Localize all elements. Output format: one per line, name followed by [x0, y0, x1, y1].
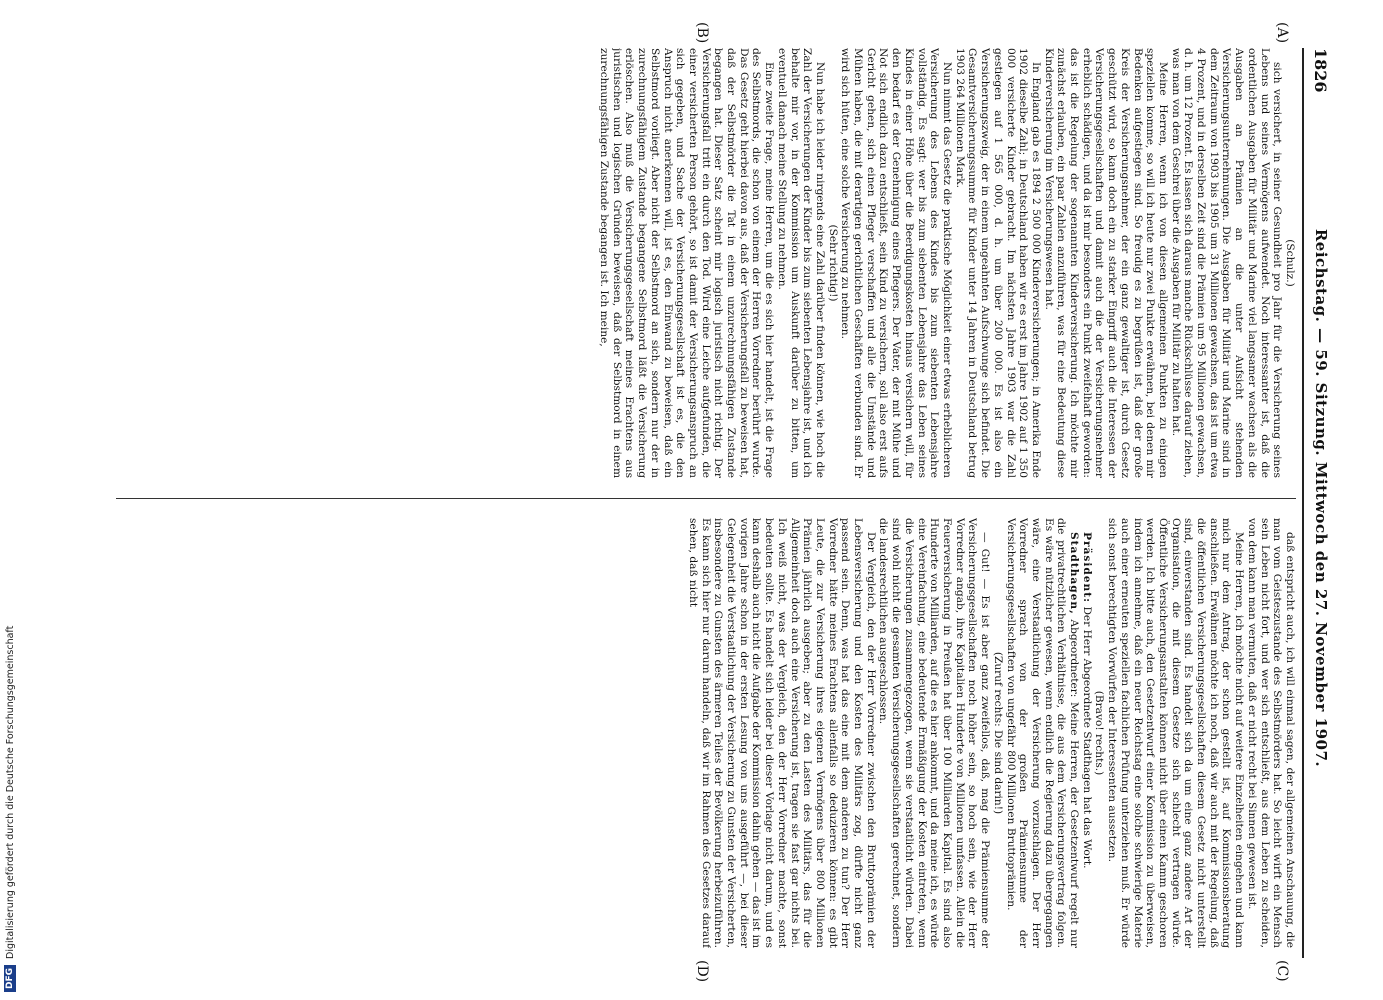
- paragraph: [1093, 518, 1106, 948]
- paragraph-text: (Bravo! rechts.): [1093, 690, 1106, 776]
- paragraph-text: Nun habe ich leider nirgends eine Zahl darüber finden können, wie hoch die Zahl der Versicherungen der Kinder bis zum siebenten Lebensjahre ist, und ich behalte mir vor, in der Kommission um Auskunft darüber zu bitten, um eventuell danach meine Stellung zu nehmen.: [775, 48, 826, 478]
- running-title: Reichstag. — 59. Sitzung. Mittwoch den 27. November 1907.: [1312, 228, 1330, 768]
- paragraph: [826, 48, 839, 478]
- paragraph-text: In England gab es 1894 2 500 000 Kinderversicherungen; in Amerika Ende 1902 dieselbe Zahl; in Deutschland haben wir es erst im Jahre 1902 auf 1 350 000 versicherte Kinder gebracht. Im nächsten Jahre 1903 war die Zahl gestiegen auf 1 565 000, d. h. um über 200 000. Es ist also ein Versicherungszweig, der in einem ungeahnten Aufschwunge sich befindet. Die Gesamtversicherungssumme für Kinder unter 14 Jahren in Deutschland betrug 1903 264 Millionen Mark.: [953, 48, 1042, 478]
- paragraph: [775, 48, 826, 478]
- page-number: 1826: [1311, 48, 1330, 93]
- column-divider: [116, 498, 1296, 499]
- paragraph: [991, 518, 1004, 948]
- dfg-logo: DFG: [4, 965, 16, 992]
- margin-letter-b: (B): [694, 22, 710, 44]
- margin-letter-d: (D): [694, 960, 710, 983]
- paragraph: [877, 518, 991, 948]
- speaker-name: Stadthagen,: [1068, 532, 1081, 615]
- paragraph-text: Meine Herren, wenn ich von diesen allgemeinen Punkten zu einigen speziellen komme, so will ich heute nur zwei Punkte erwähnen, bei denen mir Bedenken aufgestiegen sind. So freudig es zu begrüßen ist, daß der große Kreis der Versicherungsnehmer, der ein ganz gewaltiger ist, durch Gesetz geschützt wird, so kann doch ein zu starker Eingriff auch die Interessen der Versicherungsgesellschaften und damit auch die der Versicherungsnehmer erheblich schädigen, und da ist mir besonders ein Punkt zweifelhaft geworden: das ist die Regelung der sogenannten Kinderversicherung. Ich möchte mir zunächst erlauben, ein paar Zahlen anzuführen, was für eine Bedeutung diese Kinderversicherung im Versicherungswesen hat.: [1042, 48, 1169, 478]
- paragraph: [1105, 518, 1245, 948]
- paragraph-text: (Sehr richtig!): [826, 224, 839, 302]
- header-rule: [1302, 48, 1304, 958]
- paragraph: [597, 48, 775, 478]
- speaker-name: Präsident:: [1080, 532, 1093, 604]
- margin-letter-c: (C): [1274, 960, 1290, 982]
- paragraph: [1042, 48, 1169, 478]
- paragraph-text: sich versichert, in seiner Gesundheit pro Jahr für die Versicherung seines Lebens und seines Vermögens aufwendet. Noch interessanter ist, daß die ordentlichen Ausgaben für Militär und Marine viel langsamer wachsen als die Ausgaben an Prämien an die unter Aufsicht stehenden Versicherungsunternehmungen. Die Ausgaben für Militär und Marine sind in dem Zeitraum von 1903 bis 1905 um 31 Millionen gewachsen, das ist um etwa 4 Prozent, und in derselben Zeit sind die Prämien um 95 Millionen gewachsen, d. h. um 12 Prozent. Es lassen sich daraus manche Rückschlüsse darauf ziehen, was man von dem Geschrei über die Ausgaben für Militär zu halten hat.: [1169, 48, 1284, 478]
- paragraph: [1004, 518, 1080, 948]
- credit-text: Digitalisierung gefördert durch die Deutsche Forschungsgemeinschaft: [4, 625, 16, 959]
- paragraph: [1283, 48, 1296, 478]
- paragraph-text: (Zuruf rechts: Die sind darin!): [991, 651, 1004, 815]
- paragraph-text: Der Vergleich, den der Herr Vorredner zwischen den Bruttoprämien der Lebensversicherung und den Kosten des Militärs zog, dürfte nicht ganz passend sein. Denn, was hat das eine mit dem anderen zu tun? Der Herr Vorredner hätte meines Erachtens allenfalls so deduzieren können: es gibt Leute, die zur Versicherung ihres eigenen Vermögens über 800 Millionen Prämien jährlich ausgeben; aber zu den Lasten des Militärs, das für die Allgemeinheit doch auch eine Versicherung ist, tragen sie fast gar nichts bei. Ich weiß nicht, was der Vergleich, den der Herr Vorredner machte, sonst bedeuten sollte. Es handelt sich leider bei dieser Vorlage nicht darum, und es kann deshalb auch nicht die Aufgabe der Kommission dahin gehen — das ist im vorigen Jahre schon in der ersten Lesung von uns ausgeführt —, bei dieser Gelegenheit die Verstaatlichung der Versicherung zu Gunsten der Versicherten, insbesondere zu Gunsten des ärmeren Teiles der Bevölkerung herbeizuführen. Es kann sich hier nur darum handeln, daß wir im Rahmen des Gesetzes darauf sehen, daß nicht: [686, 518, 877, 948]
- paragraph-text: Meine Herren, ich möchte nicht auf weitere Einzelheiten eingehen und kann mich nur dem Antrag, der schon gestellt ist, auf Kommissionsberatung anschließen. Erwähnen möchte ich noch, daß wir auch mit der Regelung, daß die öffentlichen Versicherungsgesellschaften diesem Gesetz nicht unterstellt sind, einverstanden sind. Es handelt sich da um eine ganz andere Art der Organisation, die mit diesem Gesetze sich schlecht vertragen würde. Öffentliche Versicherungsanstalten können nicht über einen Kamm geschoren werden. Ich bitte auch, den Gesetzentwurf einer Kommission zu überweisen, indem ich annehme, daß ein neuer Reichstag eine solche schwierige Materie auch einer erneuten speziellen fachlichen Prüfung unterziehen muß. Er würde sich sonst berechtigten Vorwürfen der Interessenten aussetzen.: [1106, 518, 1246, 948]
- margin-letter-a: (A): [1274, 22, 1290, 44]
- paragraph-text: Eine zweite Frage, meine Herren, um die es sich hier handelt, ist die Frage des Selbstmords, die schon von einem der Herren Vorredner berührt wurde. Das Gesetz geht hierbei davon aus, daß der Versicherungsfall zu beweisen hat, daß der Selbstmörder die Tat in einem unzurechnungsfähigen Zustande begangen hat. Dieser Satz scheint mir logisch juristisch nicht richtig. Der Versicherungsfall tritt ein durch den Tod. Wird eine Leiche aufgefunden, die einer versicherten Person gehört, so ist damit der Versicherungsanspruch an sich gegeben, und Sache der Versicherungsgesellschaft ist es, die den Anspruch nicht anerkennen will, ist es, den Einwand zu beweisen, daß ein Selbstmord vorliegt. Aber nicht der Selbstmord an sich, sondern nur der in zurechnungsfähigem Zustande begangene Selbstmord läßt die Versicherung erlöschen. Also muß die Versicherungsgesellschaft meines Erachtens aus juristischen und logischen Gründen beweisen, daß der Selbstmord in einem zurechnungsfähigen Zustande begangen ist. Ich meine,: [598, 48, 776, 478]
- paragraph: [953, 48, 1042, 478]
- paragraph: [686, 518, 877, 948]
- left-column: [106, 48, 1296, 478]
- paragraph-text: daß entspricht auch, ich will einmal sagen, der allgemeinen Anschauung, die man vom Geisteszustande des Selbstmörders hat. So leicht wirft ein Mensch sein Leben nicht fort, und wer sich entschließt, aus dem Leben zu scheiden, von dem kann man vermuten, daß er nicht recht bei Sinnen gewesen ist.: [1245, 518, 1296, 948]
- paragraph-text: Abgeordneter: Meine Herren, der Gesetzentwurf regelt nur die privatrechtlichen Verhältnisse, die aus dem Versicherungsvertrag folgen. Es wäre nützlicher gewesen, wenn endlich die Regierung dazu übergegangen wäre, eine Verstaatlichung der Versicherung vorzuschlagen. Der Herr Vorredner sprach von der großen Prämiensumme der Versicherungsgesellschaften von ungefähr 800 Millionen Bruttoprämien.: [1004, 518, 1081, 948]
- paragraph: [1169, 48, 1283, 478]
- paragraph: [1245, 518, 1296, 948]
- paragraph-text: Nun nimmt das Gesetz die praktische Möglichkeit einer etwas erheblicheren Versicherung des Lebens des Kindes bis zum siebenten Lebensjahre vollständig. Es sagt: wer bis zum siebenten Lebensjahre das Leben seines Kindes in einer Höhe über die Beerdigungskosten hinaus versichern will, für den bedarf es der Genehmigung eines Pflegers. Der Vater, der mit Mühe und Not sich endlich dazu entschließt, sein Kind zu versichern, soll also erst aufs Gericht gehen, sich einen Pfleger verschaffen und alle die Umstände und Mühen haben, die mit derartigen gerichtlichen Geschäften verbunden sind. Er wird sich hüten, eine solche Versicherung zu nehmen.: [839, 48, 954, 478]
- rotated-newspaper-page: [90, 22, 1330, 983]
- paragraph-text: Der Herr Abgeordnete Stadthagen hat das Wort.: [1080, 606, 1093, 869]
- paragraph-text: — Gut! — Es ist aber ganz zweifellos, daß, mag die Prämiensumme der Versicherungsgesellschaften noch höher sein, so hoch sein, wie der Herr Vorredner angab, ihre Kapitalien Hunderte von Millionen umfassen. Allein die Feuerversicherung in Preußen hat über 100 Milliarden Kapital. Es sind also Hunderte von Milliarden, auf die es hier ankommt, und da meine ich, es würde eine Vereinfachung, eine bedeutende Ermäßigung der Kosten eintreten, wenn die Versicherungen zusammengezogen, wenn sie verstaatlicht würden. Dabei sind wohl nicht die gesamten Versicherungsgesellschaften gerechnet, sondern die landesrechtlichen ausgeschlossen.: [877, 518, 992, 948]
- running-header: [1304, 48, 1330, 958]
- right-column: [106, 518, 1296, 948]
- paragraph: [1080, 518, 1093, 948]
- paragraph-text: (Schulz.): [1284, 239, 1296, 287]
- paragraph: [839, 48, 953, 478]
- digitization-credit: [4, 626, 16, 992]
